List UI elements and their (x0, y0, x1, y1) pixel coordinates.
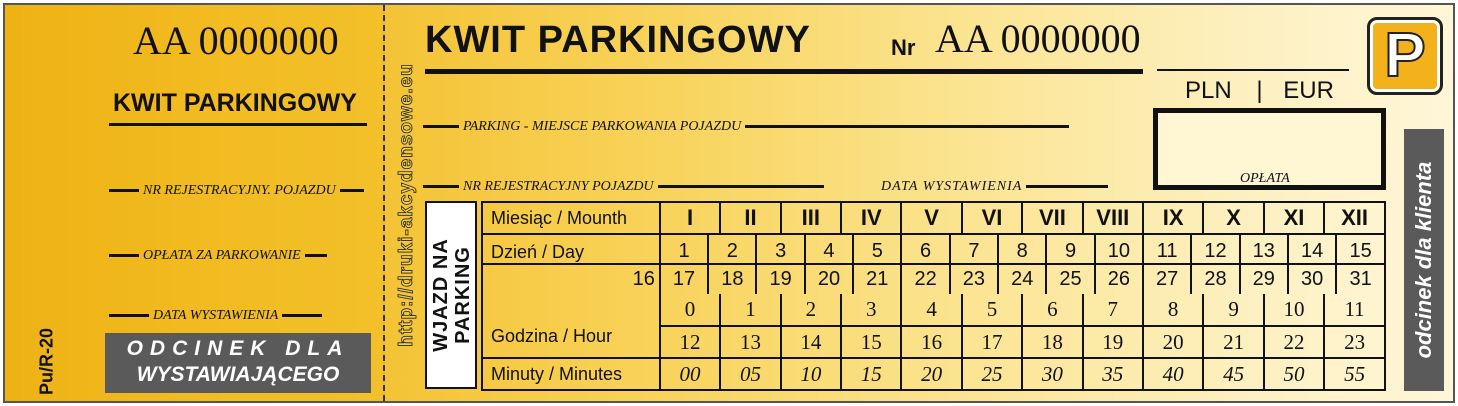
hour-cell[interactable]: 13 (720, 326, 780, 358)
day-cell[interactable]: 30 (1288, 264, 1336, 294)
hour-cell[interactable]: 8 (1143, 294, 1203, 326)
field-date (881, 179, 1112, 195)
main-title-underline (425, 69, 1143, 74)
minute-cell[interactable]: 15 (841, 358, 901, 390)
hour-cell[interactable]: 4 (901, 294, 961, 326)
day-cell[interactable]: 14 (1288, 234, 1336, 264)
month-cell[interactable]: VI (962, 202, 1022, 234)
parking-sign-letter: P (1384, 21, 1426, 90)
field-parking-label: PARKING - MIEJSCE PARKOWANIA POJAZDU (463, 119, 742, 134)
day-cell[interactable]: 19 (756, 264, 804, 294)
fee-box-label: OPŁATA (1240, 171, 1290, 186)
day-cell[interactable]: 8 (998, 234, 1046, 264)
stub-field-fee (109, 248, 331, 264)
day-cell[interactable]: 31 (1336, 264, 1385, 294)
day-cell[interactable]: 10 (1095, 234, 1143, 264)
minute-cell[interactable]: 50 (1264, 358, 1324, 390)
field-reg-label: NR REJESTRACYJNY POJAZDU (463, 179, 654, 194)
entry-line1: WJAZD NA (430, 238, 452, 352)
stub-field-fee-label: OPŁATA ZA PARKOWANIE (143, 248, 301, 263)
stub-field-date (109, 308, 326, 324)
field-reg (423, 179, 828, 195)
minute-cell[interactable]: 25 (962, 358, 1022, 390)
stub-number: AA 0000000 (133, 18, 339, 63)
month-cell[interactable]: II (720, 202, 780, 234)
minute-cell[interactable]: 05 (720, 358, 780, 390)
minute-cell[interactable]: 55 (1324, 358, 1385, 390)
hour-cell[interactable]: 11 (1324, 294, 1385, 326)
minute-cell[interactable]: 35 (1083, 358, 1143, 390)
entry-line2: PARKING (452, 246, 474, 344)
minute-cell[interactable]: 30 (1022, 358, 1082, 390)
day-cell[interactable]: 24 (998, 264, 1046, 294)
day-cell[interactable]: 21 (853, 264, 901, 294)
minute-cell[interactable]: 00 (660, 358, 720, 390)
fee-box[interactable] (1153, 108, 1386, 190)
day-cell[interactable]: 9 (1046, 234, 1094, 264)
hour-cell[interactable]: 22 (1264, 326, 1324, 358)
hour-cell[interactable]: 14 (781, 326, 841, 358)
minute-row-label: Minuty / Minutes (482, 358, 660, 390)
day-cell[interactable]: 23 (950, 264, 998, 294)
hour-cell[interactable]: 12 (660, 326, 720, 358)
month-cell[interactable]: IV (841, 202, 901, 234)
day-cell[interactable]: 18 (708, 264, 756, 294)
entry-text (430, 205, 474, 385)
currency-labels (1185, 77, 1334, 105)
hour-row-spacer (482, 294, 660, 326)
currency-eur: EUR (1283, 77, 1334, 104)
day-cell[interactable]: 12 (1191, 234, 1239, 264)
hour-cell[interactable]: 5 (962, 294, 1022, 326)
day-cell[interactable]: 11 (1143, 234, 1191, 264)
stub-title-underline (109, 123, 367, 126)
parking-sign-icon (1367, 17, 1443, 95)
field-date-label: DATA WYSTAWIENIA (881, 179, 1023, 194)
hour-cell[interactable]: 0 (660, 294, 720, 326)
main-number: AA 0000000 (935, 16, 1141, 61)
month-cell[interactable]: I (660, 202, 720, 234)
minute-cell[interactable]: 40 (1143, 358, 1203, 390)
day-cell[interactable]: 28 (1191, 264, 1239, 294)
stub-field-reg (109, 183, 368, 199)
day-cell[interactable]: 29 (1240, 264, 1288, 294)
day-cell[interactable]: 26 (1095, 264, 1143, 294)
day-cell[interactable]: 3 (756, 234, 804, 264)
parking-ticket (3, 3, 1455, 403)
minute-cell[interactable]: 45 (1203, 358, 1263, 390)
month-cell[interactable]: X (1203, 202, 1263, 234)
month-row-label: Miesiąc / Mounth (482, 202, 660, 234)
month-cell[interactable]: IX (1143, 202, 1203, 234)
day-cell[interactable]: 2 (708, 234, 756, 264)
stub-title: KWIT PARKINGOWY (113, 89, 357, 117)
hour-cell[interactable]: 21 (1203, 326, 1263, 358)
day-cell[interactable]: 7 (950, 234, 998, 264)
day-cell[interactable]: 13 (1240, 234, 1288, 264)
day-cell[interactable]: 17 (660, 264, 708, 294)
entry-box (425, 201, 477, 389)
currency-pln: PLN (1185, 77, 1232, 104)
issuer-badge-line2: WYSTAWIAJĄCEGO (136, 363, 340, 386)
issuer-badge-line1: ODCINEK DLA (126, 337, 350, 360)
hour-cell[interactable]: 20 (1143, 326, 1203, 358)
hour-cell[interactable]: 6 (1022, 294, 1082, 326)
day-cell[interactable]: 27 (1143, 264, 1191, 294)
day-cell[interactable]: 5 (853, 234, 901, 264)
main-title: KWIT PARKINGOWY (425, 19, 811, 61)
hour-cell[interactable]: 9 (1203, 294, 1263, 326)
hour-cell[interactable]: 23 (1324, 326, 1385, 358)
issuer-stub (5, 5, 385, 401)
hour-cell[interactable]: 3 (841, 294, 901, 326)
hour-cell[interactable]: 17 (962, 326, 1022, 358)
date-time-grid (481, 201, 1386, 391)
stub-field-date-label: DATA WYSTAWIENIA (153, 308, 279, 323)
currency-top-line (1157, 69, 1349, 71)
hour-cell[interactable]: 7 (1083, 294, 1143, 326)
website-url: http://druki-akcydensowe.eu (396, 63, 417, 347)
issuer-badge (105, 333, 371, 393)
day-cell[interactable]: 4 (805, 234, 853, 264)
nr-label: Nr (891, 35, 916, 60)
day-cell[interactable]: 15 (1336, 234, 1385, 264)
hour-cell[interactable]: 15 (841, 326, 901, 358)
day-cell[interactable]: 16 (482, 264, 660, 294)
month-cell[interactable]: VIII (1083, 202, 1143, 234)
form-code: Pu/R-20 (36, 327, 57, 396)
hour-cell[interactable]: 18 (1022, 326, 1082, 358)
month-cell[interactable]: XII (1324, 202, 1385, 234)
hour-cell[interactable]: 16 (901, 326, 961, 358)
currency-separator: | (1256, 77, 1263, 104)
minute-cell[interactable]: 10 (781, 358, 841, 390)
day-cell[interactable]: 6 (901, 234, 949, 264)
day-cell[interactable]: 22 (901, 264, 949, 294)
hour-cell[interactable]: 19 (1083, 326, 1143, 358)
month-cell[interactable]: V (901, 202, 961, 234)
day-row-label: Dzień / Day (482, 234, 660, 264)
hour-cell[interactable]: 10 (1264, 294, 1324, 326)
month-cell[interactable]: VII (1022, 202, 1082, 234)
minute-cell[interactable]: 20 (901, 358, 961, 390)
field-parking (423, 119, 1073, 135)
hour-cell[interactable]: 1 (720, 294, 780, 326)
client-stub-text: odcinek dla klienta (1411, 161, 1436, 359)
hour-cell[interactable]: 2 (781, 294, 841, 326)
hour-row-label: Godzina / Hour (482, 326, 660, 358)
day-cell[interactable]: 20 (805, 264, 853, 294)
day-cell[interactable]: 25 (1046, 264, 1094, 294)
day-cell[interactable]: 1 (660, 234, 708, 264)
stub-field-reg-label: NR REJESTRACYJNY. POJAZDU (143, 183, 336, 198)
month-cell[interactable]: III (781, 202, 841, 234)
month-cell[interactable]: XI (1264, 202, 1324, 234)
